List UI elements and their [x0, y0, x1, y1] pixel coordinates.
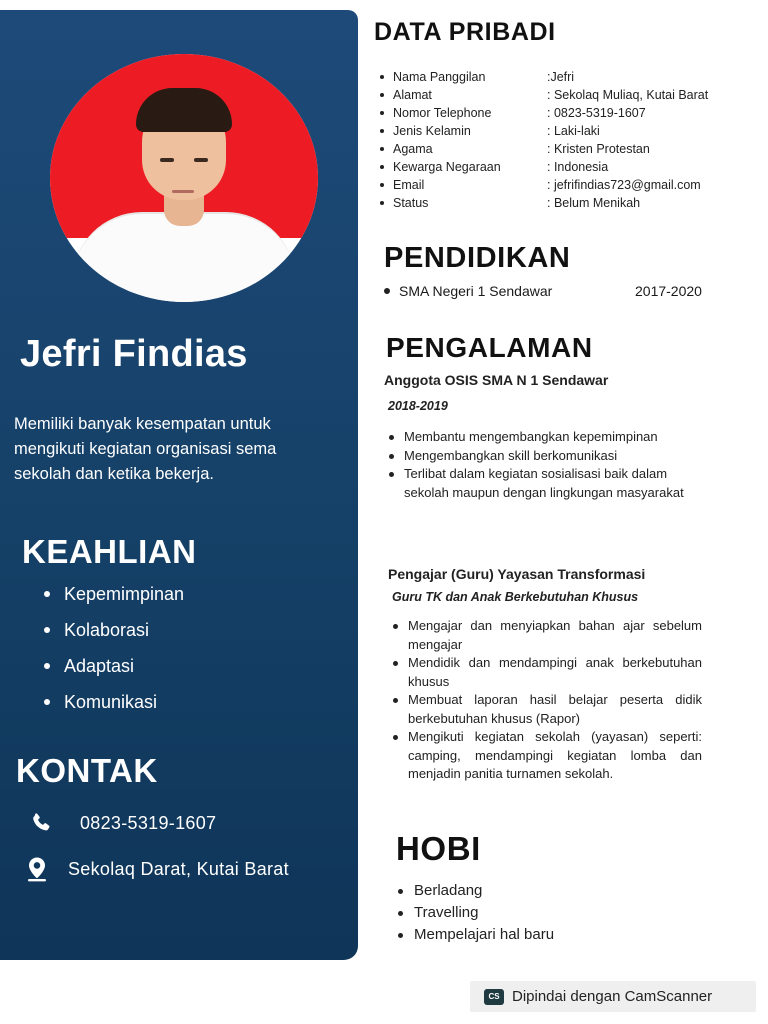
contact-phone — [28, 810, 216, 836]
job-points-list — [390, 617, 702, 784]
field-value: : Sekolaq Muliaq, Kutai Barat — [547, 88, 709, 102]
field-label: Alamat — [393, 88, 432, 102]
contact-location — [24, 856, 289, 882]
profile-photo — [50, 54, 318, 302]
bullet-icon — [380, 194, 393, 212]
photo-hair — [136, 88, 232, 132]
profile-line: mengikuti kegiatan organisasi sema — [14, 440, 277, 458]
skill-label: Komunikasi — [64, 692, 158, 712]
field-label: Kewarga Negaraan — [393, 160, 501, 174]
bullet-icon — [380, 176, 393, 194]
photo-eye-right — [194, 158, 208, 162]
job-point: Terlibat dalam kegiatan sosialisasi baik dalam sekolah maupun dengan lingkungan masyarakat — [386, 465, 686, 502]
profile-summary — [14, 412, 356, 487]
job-title: Anggota OSIS SMA N 1 Sendawar — [384, 372, 609, 388]
job-point: Mengembangkan skill berkomunikasi — [386, 447, 686, 466]
field-value: : Laki-laki — [547, 124, 600, 138]
person-name: Jefri Findias — [20, 333, 248, 375]
field-label: Agama — [393, 142, 433, 156]
camscanner-badge — [470, 981, 756, 1012]
skill-label: Adaptasi — [64, 656, 135, 676]
education-heading: PENDIDIKAN — [384, 242, 571, 274]
field-value: : Belum Menikah — [547, 196, 641, 210]
personal-field — [380, 122, 708, 140]
contact-location-text: Sekolaq Darat, Kutai Barat — [68, 858, 289, 879]
field-value: : 0823-5319-1607 — [547, 106, 646, 120]
phone-icon — [28, 810, 54, 836]
job-point: Membuat laporan hasil belajar peserta didik berkebutuhan khusus (Rapor) — [390, 691, 702, 728]
personal-field — [380, 158, 708, 176]
hobby-item: Mempelajari hal baru — [396, 924, 554, 946]
job-period: 2018-2019 — [388, 399, 448, 413]
job-subtitle: Guru TK dan Anak Berkebutuhan Khusus — [392, 590, 639, 604]
field-label: Jenis Kelamin — [393, 124, 471, 138]
bullet-icon — [44, 663, 50, 669]
personal-field — [380, 104, 708, 122]
bullet-icon — [380, 140, 393, 158]
skills-heading: KEAHLIAN — [22, 533, 197, 570]
personal-data-heading: DATA PRIBADI — [374, 18, 556, 46]
skill-item — [44, 648, 184, 684]
photo-mouth — [172, 190, 194, 193]
field-label: Email — [393, 178, 425, 192]
contact-phone-text: 0823-5319-1607 — [80, 812, 217, 833]
bullet-icon — [384, 288, 390, 294]
bullet-icon — [380, 158, 393, 176]
location-pin-icon — [24, 856, 50, 882]
personal-field — [380, 68, 708, 86]
bullet-icon — [380, 68, 393, 86]
job-points-list — [386, 428, 686, 502]
job-point: Mengikuti kegiatan sekolah (yayasan) seperti: camping, mendampingi kegiatan lomba dan menjadin panitia turnamen sekolah. — [390, 728, 702, 784]
hobby-item: Travelling — [396, 902, 554, 924]
job-point: Membantu mengembangkan kepemimpinan — [386, 428, 686, 447]
personal-field — [380, 176, 708, 194]
education-school: SMA Negeri 1 Sendawar — [399, 283, 553, 299]
field-value: : Kristen Protestan — [547, 142, 650, 156]
profile-line: sekolah dan ketika bekerja. — [14, 465, 214, 483]
skill-item — [44, 684, 184, 720]
bullet-icon — [44, 591, 50, 597]
personal-field — [380, 194, 708, 212]
skill-item — [44, 576, 184, 612]
experience-heading: PENGALAMAN — [386, 332, 593, 363]
job-point: Mengajar dan menyiapkan bahan ajar sebelum mengajar — [390, 617, 702, 654]
profile-line: Memiliki banyak kesempatan untuk — [14, 415, 271, 433]
field-label: Nama Panggilan — [393, 70, 486, 84]
field-label: Status — [393, 196, 429, 210]
field-value: : Indonesia — [547, 160, 609, 174]
skill-label: Kepemimpinan — [64, 584, 185, 604]
hobbies-heading: HOBI — [396, 830, 481, 867]
field-value: : jefrifindias723@gmail.com — [547, 178, 701, 192]
hobby-item: Berladang — [396, 880, 554, 902]
education-row — [384, 283, 702, 299]
hobbies-list — [396, 880, 554, 946]
skill-item — [44, 612, 184, 648]
bullet-icon — [380, 122, 393, 140]
bullet-icon — [44, 699, 50, 705]
photo-eye-left — [160, 158, 174, 162]
job-point: Mendidik dan mendampingi anak berkebutuhan khusus — [390, 654, 702, 691]
sidebar-panel — [0, 10, 358, 960]
skill-label: Kolaborasi — [64, 620, 150, 640]
contact-heading: KONTAK — [16, 752, 158, 789]
personal-field — [380, 86, 708, 104]
bullet-icon — [380, 104, 393, 122]
job-title: Pengajar (Guru) Yayasan Transformasi — [388, 566, 646, 582]
camscanner-logo-icon: CS — [484, 989, 504, 1005]
field-label: Nomor Telephone — [393, 106, 492, 120]
education-years: 2017-2020 — [635, 283, 702, 299]
personal-field — [380, 140, 708, 158]
field-value: :Jefri — [547, 70, 575, 84]
skills-list — [44, 576, 184, 720]
camscanner-text: Dipindai dengan CamScanner — [512, 988, 713, 1005]
bullet-icon — [44, 627, 50, 633]
personal-data-list — [380, 68, 708, 212]
bullet-icon — [380, 86, 393, 104]
